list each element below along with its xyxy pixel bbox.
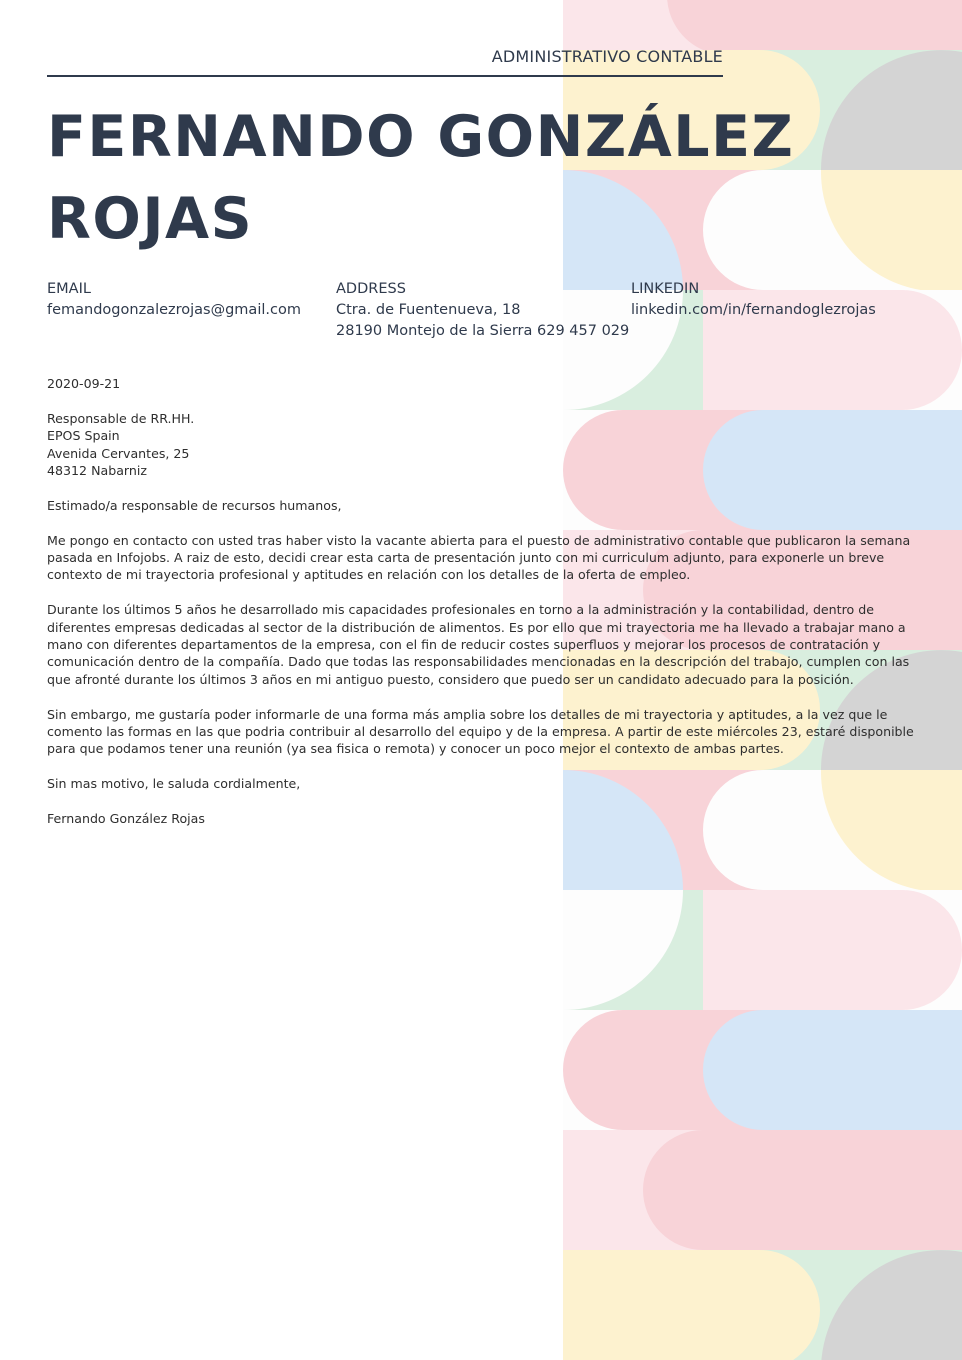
recipient-block (47, 410, 917, 480)
address-line2: 28190 Montejo de la Sierra 629 457 029 (336, 323, 630, 339)
linkedin-value[interactable]: linkedin.com/in/fernandoglezrojas (631, 302, 876, 318)
recipient-line: 48312 Nabarniz (47, 463, 147, 479)
address-label: ADDRESS (336, 281, 406, 297)
paragraph-intro: Me pongo en contacto con usted tras haber visto la vacante abierta para el puesto de administrativo contable que publicaron la semana pasada en Infojobs. A raiz de esto, decidi crear esta carta de presentación junto con mi curriculum adjunto, para exponerle un breve contexto de mi trayectoria profesional y aptitudes en relación con los detalles de la oferta de empleo. (47, 532, 911, 583)
recipient-line: Avenida Cervantes, 25 (47, 445, 190, 461)
applicant-name (47, 96, 807, 260)
recipient-line: EPOS Spain (47, 428, 120, 444)
applicant-name-line1: FERNANDO GONZÁLEZ (47, 104, 795, 170)
paragraph-availability: Sin embargo, me gustaría poder informarle de una forma más amplia sobre los detalles de mi trayectoria y aptitudes, a la vez que le comento las formas en las que podria contribuir al desarrollo del equipo y de la empresa. A partir de este miércoles 23, estaré disponible para que podamos tener una reunión (ya sea fisica o remota) y conocer un poco mejor el contexto de ambas partes. (47, 706, 914, 757)
letter-body (47, 375, 917, 845)
job-title: ADMINISTRATIVO CONTABLE (491, 47, 723, 66)
contact-address (336, 279, 629, 342)
contact-email (47, 279, 301, 321)
greeting: Estimado/a responsable de recursos humanos, (47, 497, 342, 513)
paragraph-experience: Durante los últimos 5 años he desarrollado mis capacidades profesionales en torno a la administración y la contabilidad, dentro de diferentes empresas dedicadas al sector de la distribución de alimentos. Es por ello que mi trayectoria me ha llevado a trabajar mano a mano con diferentes departamentos de la empresa, con el fin de reducir costes superfluos y mejorar los procesos de contratación y comunicación dentro de la compañía. Dado que todas las responsabilidades mencionadas en la descripción del trabajo, cumplen con las que afronté durante los últimos 3 años en mi antiguo puesto, considero que puedo ser un candidato adecuado para la posición. (47, 602, 910, 687)
applicant-name-line2: ROJAS (47, 186, 254, 252)
contact-linkedin (631, 279, 876, 321)
linkedin-label: LINKEDIN (631, 281, 700, 297)
email-value[interactable]: femandogonzalezrojas@gmail.com (47, 302, 301, 318)
email-label: EMAIL (47, 281, 91, 297)
signature: Fernando González Rojas (47, 811, 205, 827)
address-line1: Ctra. de Fuentenueva, 18 (336, 302, 521, 318)
header-divider (47, 75, 723, 77)
closing: Sin mas motivo, le saluda cordialmente, (47, 776, 301, 792)
letter-date: 2020-09-21 (47, 376, 121, 391)
recipient-line: Responsable de RR.HH. (47, 410, 195, 426)
